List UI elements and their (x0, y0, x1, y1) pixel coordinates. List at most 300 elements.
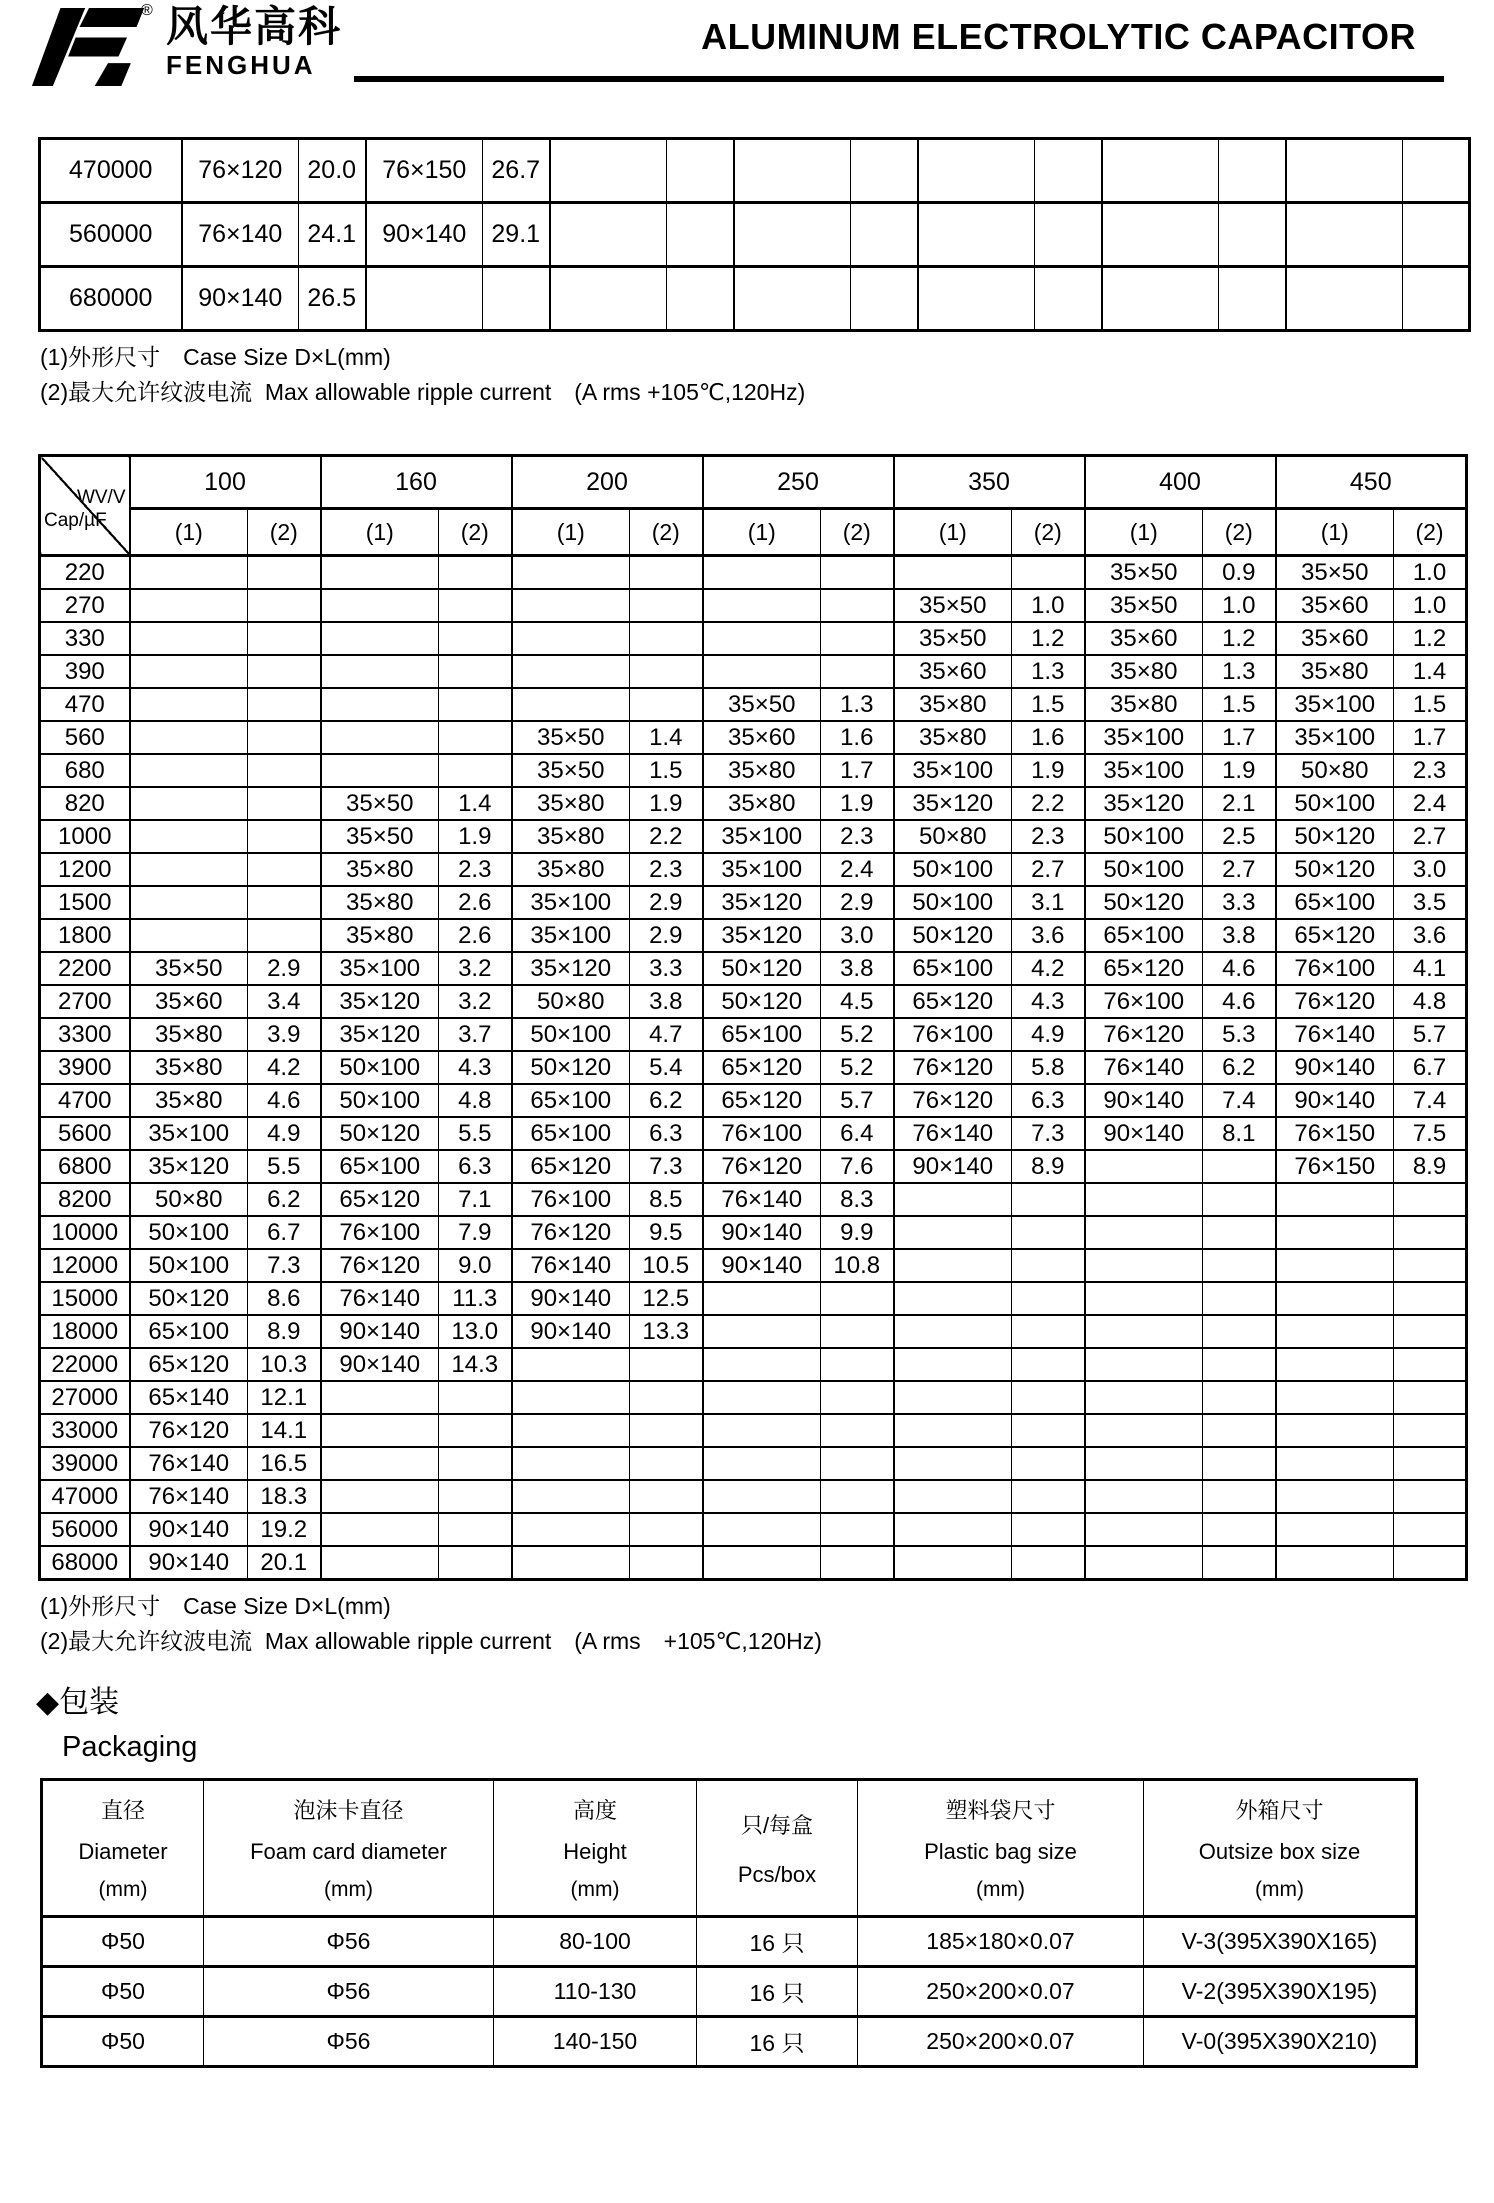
ripple-current-cell: 2.9 (248, 952, 321, 985)
ripple-current-cell: 0.9 (1203, 556, 1276, 590)
ripple-current-cell (1203, 1381, 1276, 1414)
plastic-bag-size-unit-label: (mm) (976, 1878, 1025, 1901)
ripple-current-cell (821, 1348, 894, 1381)
case-size-cell (703, 1480, 821, 1513)
ripple-current-cell (248, 556, 321, 590)
case-size-cell: 35×60 (703, 721, 821, 754)
case-size-cell: 50×100 (894, 853, 1012, 886)
ripple-current-cell: 1.2 (1203, 622, 1276, 655)
case-size-cell (1276, 1315, 1394, 1348)
case-size-cell (512, 556, 630, 590)
ripple-current-cell: 8.9 (248, 1315, 321, 1348)
ripple-current-cell: 3.8 (821, 952, 894, 985)
ripple-current-cell: 3.8 (1203, 919, 1276, 952)
ripple-current-cell: 2.4 (1394, 787, 1467, 820)
case-size-cell: 76×140 (1085, 1051, 1203, 1084)
ripple-current-cell: 24.1 (299, 203, 366, 267)
ripple-current-cell: 4.3 (1012, 985, 1085, 1018)
case-size-cell (321, 1513, 439, 1546)
capacitance-value: 820 (40, 787, 130, 820)
ripple-current-cell (439, 1381, 512, 1414)
case-size-cell (550, 267, 667, 331)
case-size-cell (512, 1447, 630, 1480)
ripple-current-cell (630, 1480, 703, 1513)
ripple-current-cell (851, 267, 918, 331)
foam-card-diameter-label-cn: 泡沫卡直径 (293, 1798, 404, 1823)
case-size-cell (321, 721, 439, 754)
ripple-current-cell: 2.5 (1203, 820, 1276, 853)
height-label-en: Height (563, 1838, 627, 1864)
case-size-cell: 50×100 (1085, 820, 1203, 853)
ripple-current-cell: 2.9 (630, 919, 703, 952)
ripple-current-cell: 9.5 (630, 1216, 703, 1249)
case-size-cell (703, 1315, 821, 1348)
ripple-current-cell (248, 688, 321, 721)
case-size-cell: 76×140 (894, 1117, 1012, 1150)
ripple-table-continuation (38, 137, 1471, 332)
ripple-current-cell: 2.7 (1203, 853, 1276, 886)
ripple-current-cell: 3.6 (1012, 919, 1085, 952)
ripple-current-cell (821, 1381, 894, 1414)
ripple-current-cell (439, 1480, 512, 1513)
capacitance-value: 18000 (40, 1315, 130, 1348)
case-size-cell (1102, 139, 1219, 203)
row-1200 (40, 853, 1467, 886)
outside-box-size-unit-label: (mm) (1255, 1878, 1304, 1901)
case-size-cell: 90×140 (1276, 1084, 1394, 1117)
ripple-current-cell (1403, 139, 1470, 203)
ripple-current-cell (1035, 203, 1102, 267)
case-size-cell: 50×100 (321, 1084, 439, 1117)
packaging-section-heading (36, 1677, 1494, 1764)
ripple-current-cell: 1.6 (821, 721, 894, 754)
row-4700 (40, 1084, 1467, 1117)
row-27000 (40, 1381, 1467, 1414)
ripple-current-cell: 2.2 (630, 820, 703, 853)
case-size-cell: 35×120 (512, 952, 630, 985)
ripple-current-cell: 6.7 (248, 1216, 321, 1249)
case-size-cell (1085, 1249, 1203, 1282)
case-size-cell: 35×50 (130, 952, 248, 985)
ripple-current-cell (630, 1546, 703, 1580)
ripple-current-cell: 6.2 (1203, 1051, 1276, 1084)
case-size-cell (321, 655, 439, 688)
ripple-current-cell: 1.9 (630, 787, 703, 820)
ripple-current-cell: 2.7 (1012, 853, 1085, 886)
capacitance-value: 39000 (40, 1447, 130, 1480)
case-size-cell: 35×80 (894, 721, 1012, 754)
case-size-cell (550, 203, 667, 267)
ripple-current-cell: 4.1 (1394, 952, 1467, 985)
plastic-bag-size-cell: 250×200×0.07 (858, 2017, 1144, 2067)
case-size-cell: 90×140 (182, 267, 299, 331)
case-size-cell: 50×100 (130, 1249, 248, 1282)
ripple-current-cell: 7.6 (821, 1150, 894, 1183)
table-notes-top (40, 340, 1494, 410)
ripple-current-cell: 5.2 (821, 1051, 894, 1084)
pcs-per-box-cell: 16 只 (697, 2017, 858, 2067)
outside-box-size-header (1144, 1780, 1417, 1917)
case-size-cell: 35×100 (894, 754, 1012, 787)
case-size-cell: 65×100 (1276, 886, 1394, 919)
ripple-current-cell: 26.5 (299, 267, 366, 331)
ripple-current-cell (1203, 1480, 1276, 1513)
ripple-current-cell (1219, 139, 1286, 203)
ripple-current-cell (630, 589, 703, 622)
ripple-current-cell (1394, 1513, 1467, 1546)
row-680000 (40, 267, 1470, 331)
ripple-current-cell: 6.3 (439, 1150, 512, 1183)
case-size-cell (894, 1183, 1012, 1216)
ripple-current-cell: 4.6 (1203, 952, 1276, 985)
ripple-current-cell (439, 1513, 512, 1546)
ripple-current-cell: 1.4 (1394, 655, 1467, 688)
case-size-cell: 76×140 (182, 203, 299, 267)
case-size-cell: 35×120 (894, 787, 1012, 820)
ripple-current-cell: 1.0 (1394, 556, 1467, 590)
ripple-current-cell (630, 622, 703, 655)
ripple-current-cell: 7.9 (439, 1216, 512, 1249)
case-size-cell (734, 267, 851, 331)
ripple-current-cell: 26.7 (483, 139, 550, 203)
case-size-cell (894, 1546, 1012, 1580)
ripple-current-cell (821, 1480, 894, 1513)
table-notes-bottom (40, 1589, 1494, 1659)
case-size-cell (894, 1348, 1012, 1381)
ripple-current-cell: 1.4 (439, 787, 512, 820)
case-size-cell (1276, 1546, 1394, 1580)
plastic-bag-size-label-en: Plastic bag size (924, 1838, 1077, 1864)
voltage-header-450: 450 (1276, 456, 1467, 509)
ripple-current-cell: 10.5 (630, 1249, 703, 1282)
ripple-current-cell (1203, 1216, 1276, 1249)
case-size-cell (130, 589, 248, 622)
case-size-cell: 65×120 (703, 1084, 821, 1117)
case-size-cell: 50×100 (1276, 787, 1394, 820)
case-size-cell: 65×140 (130, 1381, 248, 1414)
height-label-cn: 高度 (572, 1798, 617, 1823)
capacitance-value: 1200 (40, 853, 130, 886)
ripple-current-subheader: (2) (1394, 509, 1467, 556)
case-size-cell (1276, 1381, 1394, 1414)
capacitance-value: 3900 (40, 1051, 130, 1084)
ripple-current-cell: 8.9 (1012, 1150, 1085, 1183)
ripple-current-cell: 2.2 (1012, 787, 1085, 820)
case-size-subheader: (1) (512, 509, 630, 556)
capacitance-value: 3300 (40, 1018, 130, 1051)
ripple-current-cell (1012, 556, 1085, 590)
case-size-cell: 65×100 (1085, 919, 1203, 952)
case-size-cell (1085, 1183, 1203, 1216)
case-size-cell (130, 556, 248, 590)
ripple-current-cell: 14.1 (248, 1414, 321, 1447)
ripple-current-cell: 4.2 (248, 1051, 321, 1084)
ripple-current-cell (667, 267, 734, 331)
row-820 (40, 787, 1467, 820)
capacitance-value: 470 (40, 688, 130, 721)
case-size-cell: 50×120 (894, 919, 1012, 952)
capacitance-value: 2700 (40, 985, 130, 1018)
case-size-cell (1085, 1546, 1203, 1580)
ripple-current-cell (851, 139, 918, 203)
ripple-current-cell: 1.3 (821, 688, 894, 721)
ripple-current-cell (1012, 1414, 1085, 1447)
ripple-current-cell: 4.5 (821, 985, 894, 1018)
ripple-current-cell: 1.7 (1394, 721, 1467, 754)
case-size-cell: 35×80 (130, 1018, 248, 1051)
height-unit-label: (mm) (570, 1878, 620, 1901)
ripple-current-cell (439, 556, 512, 590)
fenghua-logo (166, 3, 343, 81)
case-size-cell: 76×100 (512, 1183, 630, 1216)
case-size-cell: 35×120 (321, 985, 439, 1018)
case-size-subheader: (1) (321, 509, 439, 556)
row-680 (40, 754, 1467, 787)
case-size-cell: 35×80 (321, 853, 439, 886)
ripple-current-cell (439, 688, 512, 721)
case-size-cell: 50×100 (130, 1216, 248, 1249)
case-size-cell: 90×140 (321, 1315, 439, 1348)
case-size-cell (703, 655, 821, 688)
voltage-header-250: 250 (703, 456, 894, 509)
row-1800 (40, 919, 1467, 952)
ripple-current-cell (821, 556, 894, 590)
ripple-current-cell: 2.9 (630, 886, 703, 919)
ripple-current-cell (1012, 1513, 1085, 1546)
case-size-cell: 35×50 (894, 589, 1012, 622)
case-size-cell (894, 1381, 1012, 1414)
logo-chinese-name: 风华高科 (166, 3, 343, 50)
case-size-cell (1276, 1480, 1394, 1513)
case-size-cell: 35×80 (130, 1084, 248, 1117)
case-size-cell (321, 1447, 439, 1480)
diameter-cell: Φ50 (42, 1917, 204, 1967)
ripple-current-cell: 29.1 (483, 203, 550, 267)
ripple-current-cell (1219, 203, 1286, 267)
subheader-row (40, 509, 1467, 556)
case-size-cell: 76×100 (1085, 985, 1203, 1018)
case-size-cell: 65×100 (130, 1315, 248, 1348)
capacitance-value: 220 (40, 556, 130, 590)
ripple-current-cell: 3.8 (630, 985, 703, 1018)
ripple-current-cell (1203, 1447, 1276, 1480)
case-size-cell (1102, 267, 1219, 331)
ripple-current-cell: 1.6 (1012, 721, 1085, 754)
ripple-current-cell (483, 267, 550, 331)
row-5600 (40, 1117, 1467, 1150)
case-size-cell (366, 267, 483, 331)
case-size-cell: 35×100 (130, 1117, 248, 1150)
case-size-cell: 65×120 (1085, 952, 1203, 985)
case-size-cell: 50×120 (321, 1117, 439, 1150)
case-size-cell: 90×140 (1276, 1051, 1394, 1084)
row-470 (40, 688, 1467, 721)
capacitance-value: 22000 (40, 1348, 130, 1381)
ripple-current-cell: 7.4 (1203, 1084, 1276, 1117)
ripple-current-cell: 1.9 (439, 820, 512, 853)
ripple-current-cell: 7.4 (1394, 1084, 1467, 1117)
case-size-cell (1276, 1348, 1394, 1381)
case-size-cell: 65×100 (321, 1150, 439, 1183)
ripple-current-cell (1394, 1414, 1467, 1447)
case-size-cell: 76×140 (130, 1447, 248, 1480)
case-size-cell (130, 622, 248, 655)
row-1000 (40, 820, 1467, 853)
ripple-current-cell: 1.9 (821, 787, 894, 820)
ripple-current-subheader: (2) (821, 509, 894, 556)
ripple-current-cell: 4.8 (1394, 985, 1467, 1018)
case-size-cell: 35×120 (703, 886, 821, 919)
capacitance-value: 270 (40, 589, 130, 622)
case-size-cell: 50×80 (130, 1183, 248, 1216)
row-1500 (40, 886, 1467, 919)
capacitance-value: 390 (40, 655, 130, 688)
ripple-current-cell (439, 1447, 512, 1480)
ripple-current-cell (248, 853, 321, 886)
ripple-current-cell: 4.7 (630, 1018, 703, 1051)
capacitance-value: 6800 (40, 1150, 130, 1183)
case-size-cell: 50×80 (512, 985, 630, 1018)
case-size-cell: 35×60 (1276, 622, 1394, 655)
case-size-cell: 76×100 (1276, 952, 1394, 985)
ripple-current-cell: 14.3 (439, 1348, 512, 1381)
ripple-current-cell: 1.5 (1203, 688, 1276, 721)
case-size-cell (1085, 1315, 1203, 1348)
capacitance-value: 12000 (40, 1249, 130, 1282)
height-header (494, 1780, 697, 1917)
case-size-cell: 35×50 (321, 787, 439, 820)
case-size-cell (1276, 1282, 1394, 1315)
capacitance-value: 1500 (40, 886, 130, 919)
ripple-current-cell: 6.2 (630, 1084, 703, 1117)
capacitance-value: 10000 (40, 1216, 130, 1249)
ripple-current-cell (821, 1414, 894, 1447)
height-cell: 110-130 (494, 1967, 697, 2017)
diameter-header-labels (43, 1790, 203, 1906)
case-size-cell (512, 1348, 630, 1381)
capacitance-value: 4700 (40, 1084, 130, 1117)
ripple-current-cell (1203, 1282, 1276, 1315)
case-size-cell (894, 1447, 1012, 1480)
ripple-current-cell (248, 919, 321, 952)
case-size-cell: 35×80 (512, 853, 630, 886)
plastic-bag-size-header-labels (858, 1790, 1143, 1906)
case-size-cell (512, 1513, 630, 1546)
ripple-current-cell: 8.9 (1394, 1150, 1467, 1183)
diameter-cell: Φ50 (42, 1967, 204, 2017)
row-33000 (40, 1414, 1467, 1447)
ripple-current-cell (439, 589, 512, 622)
ripple-current-cell: 1.3 (1012, 655, 1085, 688)
case-size-cell: 35×80 (1085, 655, 1203, 688)
ripple-current-cell: 4.2 (1012, 952, 1085, 985)
case-size-cell: 65×120 (512, 1150, 630, 1183)
height-header-labels (494, 1790, 696, 1906)
ripple-current-cell: 2.6 (439, 919, 512, 952)
case-size-cell: 35×80 (1085, 688, 1203, 721)
case-size-cell: 50×120 (1276, 820, 1394, 853)
plastic-bag-size-cell: 250×200×0.07 (858, 1967, 1144, 2017)
ripple-current-cell (1035, 267, 1102, 331)
case-size-cell: 35×50 (1085, 556, 1203, 590)
case-size-cell: 90×140 (130, 1546, 248, 1580)
ripple-current-cell: 1.2 (1012, 622, 1085, 655)
case-size-cell (1286, 203, 1403, 267)
case-size-cell: 35×50 (1085, 589, 1203, 622)
capacitance-value: 27000 (40, 1381, 130, 1414)
title-underline (354, 76, 1444, 82)
case-size-cell: 76×100 (703, 1117, 821, 1150)
capacitance-value: 560 (40, 721, 130, 754)
outside-box-size-cell: V-3(395X390X165) (1144, 1917, 1417, 1967)
ripple-current-cell: 6.3 (1012, 1084, 1085, 1117)
case-size-cell: 76×120 (1085, 1018, 1203, 1051)
foam-card-diameter-cell: Φ56 (204, 2017, 494, 2067)
voltage-header-160: 160 (321, 456, 512, 509)
case-size-cell (1276, 1414, 1394, 1447)
case-size-cell (1276, 1513, 1394, 1546)
case-size-cell (918, 203, 1035, 267)
case-size-cell (321, 754, 439, 787)
voltage-header-350: 350 (894, 456, 1085, 509)
ripple-current-cell: 3.7 (439, 1018, 512, 1051)
case-size-cell: 76×150 (1276, 1150, 1394, 1183)
ripple-current-cell: 5.8 (1012, 1051, 1085, 1084)
outside-box-size-header-labels (1144, 1790, 1415, 1906)
case-size-cell: 50×120 (703, 952, 821, 985)
ripple-current-cell: 1.9 (1203, 754, 1276, 787)
row-10000 (40, 1216, 1467, 1249)
ripple-current-cell: 9.0 (439, 1249, 512, 1282)
case-size-cell: 50×100 (1085, 853, 1203, 886)
case-size-cell: 35×50 (512, 754, 630, 787)
ripple-current-cell (1012, 1249, 1085, 1282)
ripple-current-cell: 3.0 (1394, 853, 1467, 886)
case-size-cell: 35×50 (512, 721, 630, 754)
case-size-cell: 76×140 (130, 1480, 248, 1513)
case-size-cell: 50×80 (1276, 754, 1394, 787)
ripple-current-cell (248, 622, 321, 655)
row-15000 (40, 1282, 1467, 1315)
foam-card-diameter-cell: Φ56 (204, 1967, 494, 2017)
ripple-current-cell (821, 1282, 894, 1315)
case-size-cell: 90×140 (703, 1216, 821, 1249)
case-size-cell: 35×80 (512, 787, 630, 820)
ripple-current-cell: 5.5 (248, 1150, 321, 1183)
case-size-cell (130, 886, 248, 919)
ripple-current-cell (248, 589, 321, 622)
case-size-cell: 90×140 (321, 1348, 439, 1381)
case-size-cell (734, 203, 851, 267)
ripple-current-cell (248, 886, 321, 919)
case-size-cell: 35×50 (1276, 556, 1394, 590)
ripple-current-cell: 2.3 (630, 853, 703, 886)
ripple-current-cell: 5.7 (821, 1084, 894, 1117)
pcs-per-box-cell: 16 只 (697, 1967, 858, 2017)
ripple-current-cell: 3.0 (821, 919, 894, 952)
ripple-current-cell (1203, 1249, 1276, 1282)
case-size-cell (130, 853, 248, 886)
case-size-cell (894, 1315, 1012, 1348)
case-size-cell: 65×120 (321, 1183, 439, 1216)
ripple-current-cell: 4.9 (1012, 1018, 1085, 1051)
ripple-current-cell (1012, 1546, 1085, 1580)
case-size-cell (1085, 1447, 1203, 1480)
case-size-cell (130, 688, 248, 721)
ripple-current-cell (630, 688, 703, 721)
case-size-cell: 50×100 (512, 1018, 630, 1051)
pcs-per-box-cell: 16 只 (697, 1917, 858, 1967)
